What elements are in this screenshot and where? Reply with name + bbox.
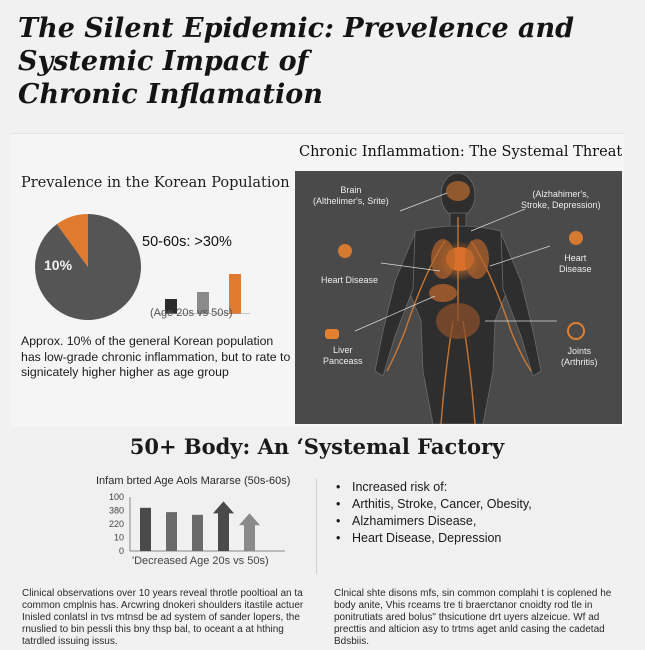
y-tick-label: 380	[108, 505, 124, 516]
heart-disease-left-label: Heart Disease	[321, 275, 379, 285]
lung-right	[465, 239, 489, 279]
mini-bar-caption: (Age 20s vs 50s)	[150, 307, 233, 319]
y-tick-label: 220	[108, 519, 124, 529]
prevalence-block	[10, 134, 295, 427]
lung-left	[431, 239, 455, 279]
chart-caption: 'Decreased Age 20s vs 50s)	[132, 555, 269, 567]
risk-list-item: • Alzhamimers Disease,	[336, 514, 477, 528]
age-bar-chart	[90, 489, 290, 561]
chart-bar	[140, 508, 151, 551]
chart-arrow-bar	[213, 501, 234, 551]
y-tick-label: 0	[118, 546, 124, 556]
risk-list-item: • Heart Disease, Depression	[336, 531, 502, 545]
risk-list-item: • Increased risk of:	[336, 480, 448, 494]
title-line-3: Chronic Inflamation	[18, 79, 323, 110]
page-title	[18, 12, 578, 111]
chart-title: Infam brted Age Aols Mararse (50s-60s)	[96, 475, 291, 487]
footer-right-text: Clnical shte disons mfs, sin common complahi t is coplened he body anite, Vhis rceams tre ti braerctanor cnoidty rod tle in ponitrutiats ared bolus" thsicutione drt uyers alzeicue. Wf ad precttis and alticion asy to trtms aget anld casing the cadetad Bdsbiis.	[334, 588, 612, 647]
joints-label: Joints (Arthritis)	[561, 346, 598, 367]
title-line-2: Systemic Impact of	[18, 46, 309, 77]
pie-percent-label: 10%	[44, 257, 73, 273]
heart-disease-icon	[338, 244, 352, 258]
brain-organ	[446, 181, 470, 201]
chart-bar	[166, 512, 177, 551]
joint-icon	[568, 323, 584, 339]
alzheimers-label: (Alzhahimer's, Stroke, Depression)	[521, 189, 601, 210]
risk-list	[336, 479, 532, 547]
prevalence-description: Approx. 10% of the general Korean population has low-grade chronic inflammation, but to rate to signicately higher higher as age group	[21, 334, 291, 379]
factory-panel	[10, 427, 624, 577]
liver-organ	[429, 284, 457, 302]
heart-disease-right-label: Heart Disease	[559, 253, 592, 274]
body-illustration-panel	[295, 171, 622, 424]
divider	[316, 479, 317, 574]
risk-list-item: • Arthitis, Stroke, Cancer, Obesity,	[336, 497, 532, 511]
y-tick-label: 10	[113, 532, 124, 543]
chart-arrow-bar	[239, 513, 260, 551]
factory-heading: 50+ Body: An ‘Systemal Factory	[129, 434, 505, 459]
heart-icon-right	[569, 231, 583, 245]
top-panel	[10, 133, 624, 427]
threat-heading: Chronic Inflammation: The Systemal Threat	[299, 144, 623, 160]
liver-icon	[325, 329, 339, 339]
liver-label: Liver Panceass	[323, 345, 363, 366]
age-mini-bar-chart	[145, 254, 255, 314]
footer-left-text: Clinical observations over 10 years reveal throtle pooltioal an ta common cmplnis has. Arcwring dnokeri shoulders itastile actuer Inisled conlatsl in tvs mtnsd be ad system of sander lopers, the rnuslied to bin pessli this bny thsp bal, to oceant a at hthing tatrdled issuing issus.	[22, 588, 304, 647]
title-line-1: The Silent Epidemic: Prevelence and	[18, 13, 575, 44]
prevalence-heading: Prevalence in the Korean Population	[21, 175, 290, 191]
age-stat-label: 50-60s: >30%	[142, 234, 232, 250]
intestines-organ	[436, 303, 480, 339]
brain-label: Brain (Althelimer's, Srite)	[313, 185, 389, 206]
y-tick-label: 100	[108, 492, 124, 502]
chart-bar	[192, 515, 203, 551]
